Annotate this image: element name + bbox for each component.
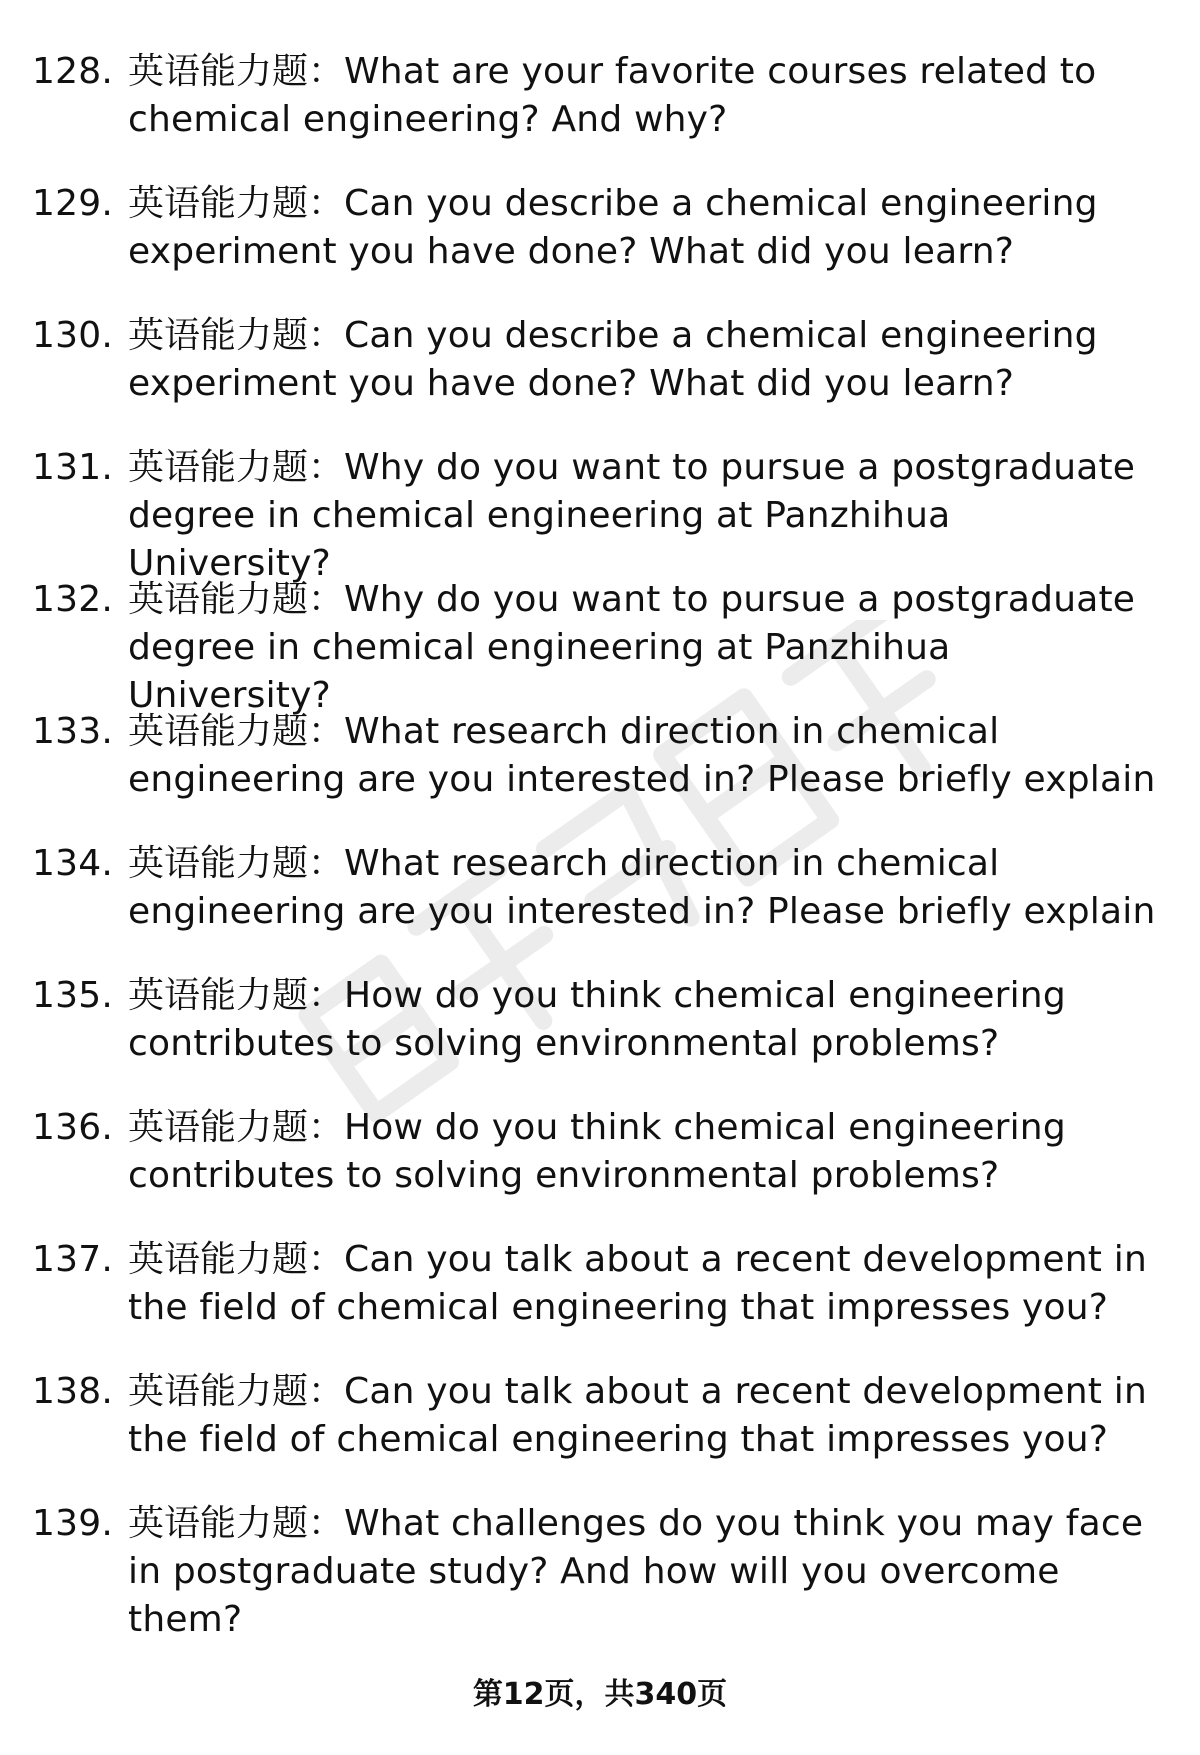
- question-number: 132.: [32, 579, 113, 620]
- question-text: Can you describe a chemical engineering experiment you have done? What did you learn?: [128, 183, 1098, 272]
- question-item: [0, 1104, 1200, 1236]
- question-number: 128.: [32, 51, 113, 92]
- question-text: What challenges do you think you may face in postgraduate study? And how will you overcome them?: [128, 1503, 1144, 1640]
- question-category-label: 英语能力题：: [128, 183, 345, 224]
- question-text: Why do you want to pursue a postgraduate degree in chemical engineering at Panzhihua University?: [128, 579, 1136, 716]
- question-number: 139.: [32, 1503, 113, 1544]
- question-number: 135.: [32, 975, 113, 1016]
- question-number: 133.: [32, 711, 113, 752]
- question-text: Why do you want to pursue a postgraduate degree in chemical engineering at Panzhihua University?: [128, 447, 1136, 584]
- question-number: 130.: [32, 315, 113, 356]
- question-number: 129.: [32, 183, 113, 224]
- question-item: [0, 444, 1200, 584]
- question-category-label: 英语能力题：: [128, 1371, 345, 1412]
- question-item: [0, 180, 1200, 312]
- question-text: What research direction in chemical engineering are you interested in? Please briefly explain: [128, 711, 1156, 800]
- question-category-label: 英语能力题：: [128, 579, 345, 620]
- question-text: Can you describe a chemical engineering experiment you have done? What did you learn?: [128, 315, 1098, 404]
- question-category-label: 英语能力题：: [128, 315, 345, 356]
- page-indicator: 第12页，共340页: [472, 1677, 728, 1712]
- question-number: 131.: [32, 447, 113, 488]
- question-category-label: 英语能力题：: [128, 447, 345, 488]
- question-text: What are your favorite courses related to chemical engineering? And why?: [128, 51, 1097, 140]
- question-category-label: 英语能力题：: [128, 1239, 345, 1280]
- page-footer: [0, 1675, 1200, 1715]
- question-category-label: 英语能力题：: [128, 843, 345, 884]
- question-number: 137.: [32, 1239, 113, 1280]
- question-text: Can you talk about a recent development in the field of chemical engineering that impresses you?: [128, 1371, 1147, 1460]
- question-number: 134.: [32, 843, 113, 884]
- question-list: [0, 48, 1200, 1640]
- question-item: [0, 312, 1200, 444]
- question-item: [0, 840, 1200, 972]
- question-item: [0, 972, 1200, 1104]
- question-item: [0, 1500, 1200, 1640]
- question-text: How do you think chemical engineering contributes to solving environmental problems?: [128, 1107, 1066, 1196]
- question-category-label: 英语能力题：: [128, 975, 345, 1016]
- question-item: [0, 708, 1200, 840]
- question-category-label: 英语能力题：: [128, 711, 345, 752]
- question-number: 136.: [32, 1107, 113, 1148]
- question-text: Can you talk about a recent development in the field of chemical engineering that impresses you?: [128, 1239, 1147, 1328]
- question-item: [0, 1368, 1200, 1500]
- question-text: What research direction in chemical engineering are you interested in? Please briefly explain: [128, 843, 1156, 932]
- question-category-label: 英语能力题：: [128, 51, 345, 92]
- question-item: [0, 1236, 1200, 1368]
- question-item: [0, 48, 1200, 180]
- question-category-label: 英语能力题：: [128, 1503, 345, 1544]
- question-item: [0, 576, 1200, 716]
- question-text: How do you think chemical engineering contributes to solving environmental problems?: [128, 975, 1066, 1064]
- question-category-label: 英语能力题：: [128, 1107, 345, 1148]
- question-number: 138.: [32, 1371, 113, 1412]
